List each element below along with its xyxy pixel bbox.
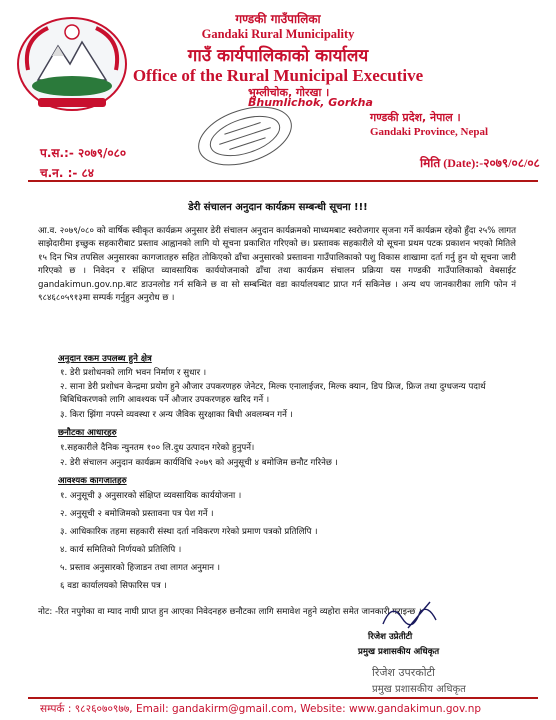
footer-contact: सम्पर्क : ९८२६०७०९७७, Email: gandakirm@gmail.com, Website: www.gandakimun.gov.np (40, 703, 482, 715)
header-en-address: Bhumlichok, Gorkha (248, 96, 373, 109)
list-item: ५. प्रस्ताव अनुसारको हिजाडन तथा लागत अनुमान । (60, 563, 221, 573)
list-item: ४. कार्य समितिको निर्णयको प्रतिलिपि । (60, 545, 182, 555)
list-item: १. अनुसूची ३ अनुसारको संक्षिप्त व्यवसायिक कार्ययोजना । (60, 491, 242, 501)
section-heading-required-documents: आवश्यक कागजातहरु (58, 476, 127, 486)
section-heading-grant-areas: अनुदान रकम उपलब्ध हुने क्षेत्र (58, 354, 152, 364)
list-item: १.सहकारीले दैनिक न्युनतम १०० लि.दुध उत्पादन गरेको हुनुपर्ने। (60, 443, 255, 453)
signatory-stamp-name: रिजेश उपरकोटी (372, 666, 435, 679)
signatory-title: प्रमुख प्रशासकीय अधिकृत (358, 647, 440, 657)
header-np-province: गण्डकी प्रदेश, नेपाल । (370, 111, 461, 124)
header-en-municipality: Gandaki Rural Municipality (201, 27, 355, 41)
list-item: ३. किरा झिंगा नपस्ने व्यवस्था र अन्य जैविक सुरक्षाका बिधी अवलम्बन गर्ने । (60, 410, 293, 420)
list-item: ६ वडा कार्यालयको सिफारिस पत्र । (60, 581, 167, 591)
letter-date: मिति (Date):-२०७९/०८/०८ (420, 156, 540, 170)
signatory-stamp-title: प्रमुख प्रशासकीय अधिकृत (372, 684, 466, 695)
signature-scribble (378, 598, 448, 632)
list-item: ३. आधिकारिक तहमा सहकारी संस्था दर्ता नविकरण गरेको प्रमाण पत्रको प्रतिलिपि । (60, 527, 318, 537)
signatory-name: रिजेश उप्रेतीटी (368, 632, 413, 642)
header-divider (28, 180, 538, 182)
list-item: २. साना डेरी प्रशोधन केन्द्रमा प्रयोग हुने औजार उपकरणहरु जेनेटर, मिल्क एनालाईजर, मिल्क क्यान, डिप फ्रिज, फ्रिज तथा दुग्धजन्य पदार्थ बिबिधिकरणको लागि आवश्यक पर्ने औजार उपकरणहरु खरिद गर्ने । (60, 382, 486, 405)
reference-number: प.स.:- २०७९/०८० (40, 146, 127, 160)
header-en-office: Office of the Rural Municipal Executive (132, 66, 424, 85)
header-np-address: भुम्लीचोक, गोरखा । (248, 86, 330, 99)
header-en-province: Gandaki Province, Nepal (370, 126, 489, 138)
notice-body: आ.व. २०७९/०८० को वार्षिक स्वीकृत कार्यक्रम अनुसार डेरी संचालन अनुदान कार्यक्रमको माध्यमबाट स्वरोजगार सृजना गर्ने कार्यक्रम रहेको हुँदा २५% लागत साझेदारीमा इच्छुक सहकारीबाट प्रस्ताव आह्वानको लागि यो सूचना प्रकाशित गरिएको छ। प्रस्तावक सहकारीले यो सूचना प्रथम पटक प्रकाशन भएको मितिले १५ दिन भित्र तपसिल अनुसारका कागजातहरु सहित तोकिएको ढाँचा अनुसारको प्रस्तावना गाउँपालिकाको पशु विकास शाखामा दर्ता गर्नु हुन यो सूचना जारी गरिएको छ । निवेदन र संक्षिप्त व्यावसायिक कार्ययोजनाको ढाँचा तथा कार्यक्रम संचालन प्रक्रिया यस गण्डकी गाउँपालिकाको वेबसाईट gandakimun.gov.np.बाट डाउनलोड गर्न सकिने छ वा सो सम्बन्धित वडा कार्यालयबाट प्राप्त गर्न सकिनेछ । अन्य थप जानकारीका लागि फोन नं ९८४६८०५९१३मा सम्पर्क गर्नुहुन अनुरोध छ । (38, 226, 516, 304)
notice-subject: डेरी संचालन अनुदान कार्यक्रम सम्बन्धी सूचना !!! (188, 202, 368, 213)
list-item: २. डेरी संचालन अनुदान कार्यक्रम कार्यविधि २०७९ को अनुसूची ४ बमोजिम छनौट गरिनेछ । (60, 458, 338, 468)
dispatch-number: च.न. :- ८४ (40, 166, 95, 180)
footer-divider (28, 697, 538, 699)
header-np-office: गाउँ कार्यपालिकाको कार्यालय (187, 46, 369, 66)
notice-note: नोट: -रित नपुगेका वा म्याद नाघी प्राप्त हुन आएका निवेदनहरु छनौटका लागि समावेश नहुने व्यहोरा समेत जानकारी गराइन्छ । (38, 607, 422, 617)
list-item: २. अनुसूची २ बमोजिमको प्रस्तावना पत्र पेश गर्ने । (60, 509, 214, 519)
section-heading-selection-criteria: छनौटका आधारहरु (58, 428, 117, 438)
dispatch-stamp (190, 100, 300, 172)
list-item: १. डेरी प्रशोधनको लागि भवन निर्माण र सुधार । (60, 368, 207, 378)
header-np-municipality: गण्डकी गाउँपालिका (235, 12, 321, 26)
